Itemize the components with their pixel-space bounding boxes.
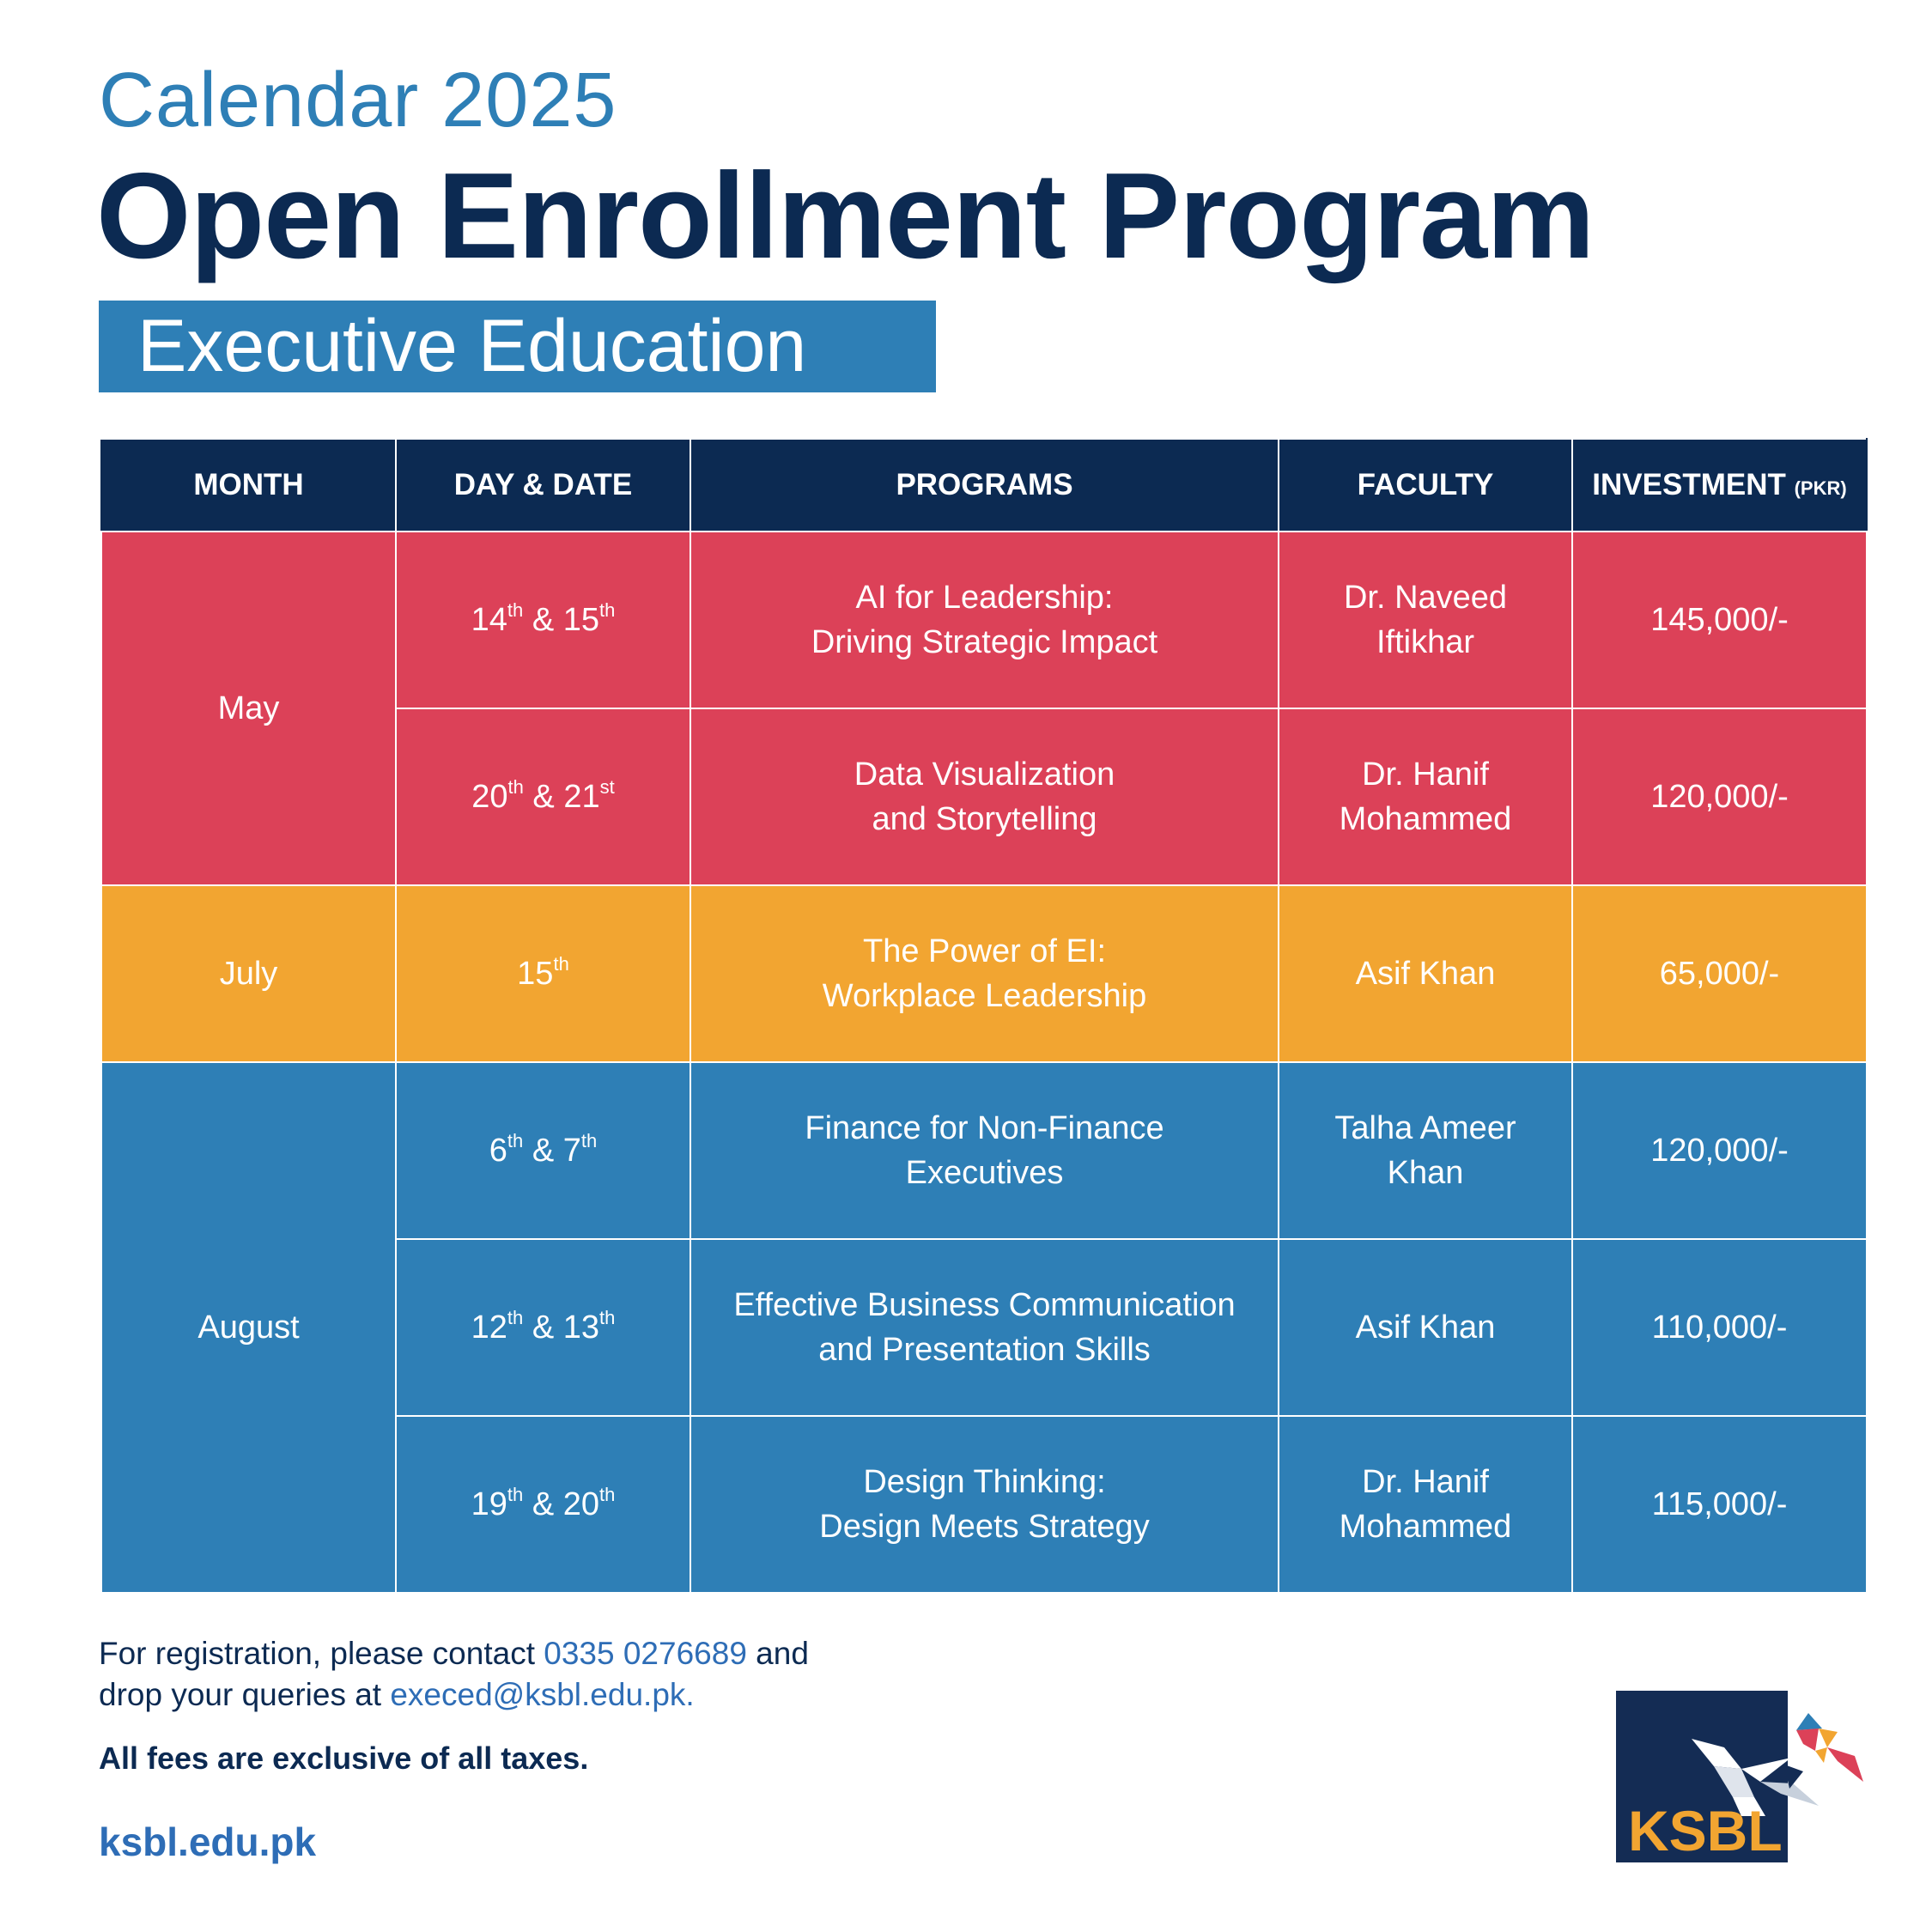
faculty-cell: [1279, 1062, 1572, 1239]
executive-education-tag: Executive Education: [99, 301, 936, 392]
investment-cell: 120,000/-: [1572, 708, 1867, 885]
date-cell: [396, 1416, 690, 1593]
program-line: Driving Strategic Impact: [811, 624, 1158, 660]
date-suffix: th: [599, 1484, 616, 1505]
date-day: 13: [562, 1309, 600, 1346]
faculty-cell: Asif Khan: [1279, 885, 1572, 1062]
date-day: 15: [517, 956, 554, 992]
taxes-note: All fees are exclusive of all taxes.: [99, 1741, 589, 1776]
investment-cell: 120,000/-: [1572, 1062, 1867, 1239]
program-line: Finance for Non-Finance: [805, 1110, 1164, 1146]
program-line: and Presentation Skills: [818, 1332, 1151, 1368]
date-separator: &: [523, 1309, 563, 1346]
queries-prefix: drop your queries at: [99, 1677, 391, 1712]
date-suffix: th: [507, 1307, 524, 1328]
program-cell: [690, 1239, 1279, 1416]
header-investment-label: INVESTMENT: [1592, 468, 1786, 501]
registration-info: [99, 1633, 809, 1716]
website-link[interactable]: ksbl.edu.pk: [99, 1820, 317, 1864]
date-suffix: th: [507, 599, 524, 621]
faculty-line: Khan: [1387, 1155, 1464, 1191]
email-link[interactable]: execed@ksbl.edu.pk.: [390, 1677, 695, 1712]
header-programs: PROGRAMS: [690, 439, 1279, 532]
registration-prefix: For registration, please contact: [99, 1636, 544, 1671]
date-suffix: st: [599, 776, 615, 798]
date-day: 14: [471, 602, 507, 638]
date-cell: [396, 885, 690, 1062]
date-suffix: th: [507, 1130, 524, 1151]
date-day: 20: [562, 1486, 600, 1522]
date-day: 7: [562, 1133, 581, 1169]
program-line: Workplace Leadership: [822, 978, 1147, 1014]
date-day: 15: [562, 602, 600, 638]
investment-cell: 65,000/-: [1572, 885, 1867, 1062]
date-suffix: th: [507, 776, 524, 798]
schedule-table: [100, 438, 1868, 1594]
phone-link[interactable]: 0335 0276689: [544, 1636, 747, 1671]
page-title: Open Enrollment Program: [96, 148, 1595, 284]
date-suffix: th: [580, 1130, 598, 1151]
program-line: Executives: [905, 1155, 1064, 1191]
date-day: 20: [471, 779, 508, 815]
header-faculty: FACULTY: [1279, 439, 1572, 532]
program-line: AI for Leadership:: [855, 580, 1114, 616]
date-cell: [396, 1062, 690, 1239]
table-row: [101, 1062, 1867, 1239]
table-header-row: [101, 439, 1867, 532]
program-line: Design Meets Strategy: [819, 1509, 1150, 1545]
date-suffix: th: [599, 1307, 616, 1328]
month-cell: May: [101, 532, 396, 885]
month-cell: July: [101, 885, 396, 1062]
faculty-line: Mohammed: [1339, 1509, 1512, 1545]
header-day-date: DAY & DATE: [396, 439, 690, 532]
registration-mid: and: [746, 1636, 809, 1671]
date-separator: &: [523, 1133, 563, 1169]
program-cell: [690, 708, 1279, 885]
date-separator: &: [523, 1486, 563, 1522]
faculty-line: Dr. Naveed: [1343, 580, 1508, 616]
header-month: MONTH: [101, 439, 396, 532]
registration-line: [99, 1633, 809, 1674]
faculty-cell: [1279, 1416, 1572, 1593]
queries-line: [99, 1674, 809, 1716]
faculty-line: Iftikhar: [1376, 624, 1475, 660]
program-cell: [690, 885, 1279, 1062]
header-investment: [1572, 439, 1867, 532]
faculty-line: Dr. Hanif: [1362, 756, 1489, 793]
investment-cell: 110,000/-: [1572, 1239, 1867, 1416]
date-separator: &: [523, 602, 563, 638]
header-investment-unit: (PKR): [1794, 477, 1847, 499]
date-day: 19: [471, 1486, 507, 1522]
date-suffix: th: [553, 953, 569, 975]
faculty-cell: [1279, 708, 1572, 885]
faculty-cell: [1279, 532, 1572, 708]
program-line: and Storytelling: [872, 801, 1097, 837]
program-line: Effective Business Communication: [733, 1287, 1236, 1323]
logo-text: KSBL: [1628, 1799, 1783, 1862]
faculty-line: Mohammed: [1339, 801, 1512, 837]
program-line: Design Thinking:: [863, 1464, 1106, 1500]
date-suffix: th: [507, 1484, 524, 1505]
date-day: 12: [471, 1309, 507, 1346]
date-cell: [396, 532, 690, 708]
date-suffix: th: [599, 599, 616, 621]
investment-cell: 115,000/-: [1572, 1416, 1867, 1593]
date-day: 6: [489, 1133, 507, 1169]
date-cell: [396, 1239, 690, 1416]
date-separator: &: [523, 779, 564, 815]
program-cell: [690, 1416, 1279, 1593]
table-row: [101, 885, 1867, 1062]
program-line: Data Visualization: [854, 756, 1115, 793]
date-cell: [396, 708, 690, 885]
faculty-line: Dr. Hanif: [1362, 1464, 1489, 1500]
ksbl-logo: [1613, 1687, 1870, 1868]
calendar-subtitle: Calendar 2025: [99, 58, 617, 143]
month-cell: August: [101, 1062, 396, 1593]
faculty-line: Talha Ameer: [1334, 1110, 1516, 1146]
program-line: The Power of EI:: [862, 933, 1106, 969]
program-cell: [690, 532, 1279, 708]
table-row: [101, 532, 1867, 708]
investment-cell: 145,000/-: [1572, 532, 1867, 708]
program-cell: [690, 1062, 1279, 1239]
faculty-cell: Asif Khan: [1279, 1239, 1572, 1416]
date-day: 21: [563, 779, 600, 815]
